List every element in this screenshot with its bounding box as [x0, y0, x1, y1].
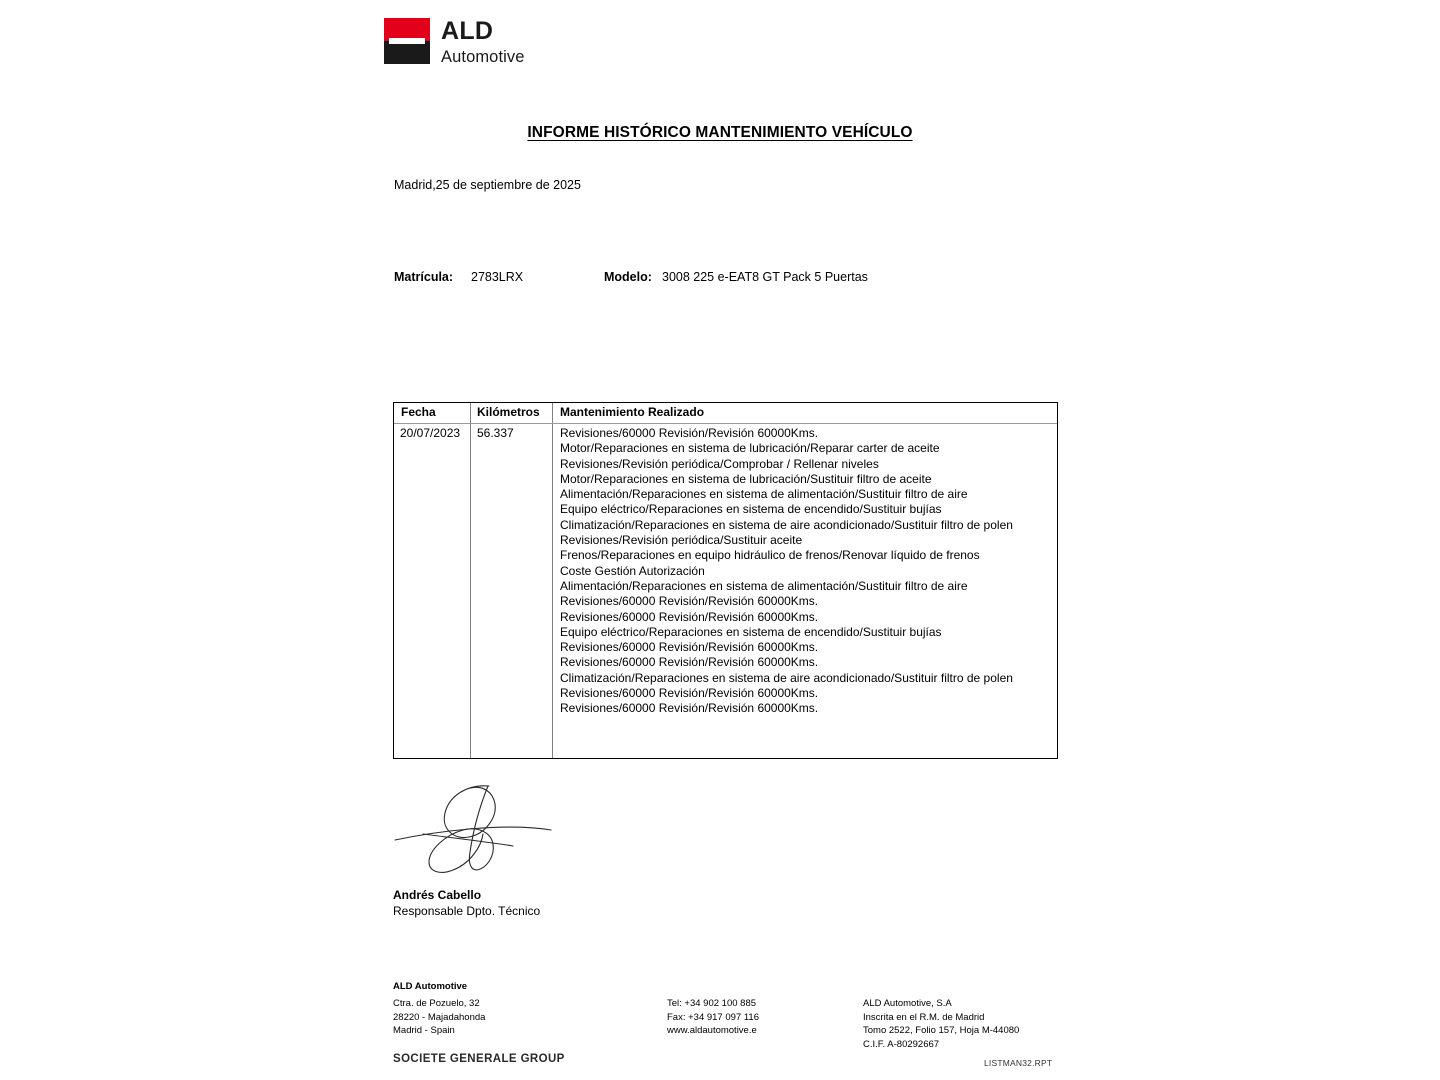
plate-label: Matrícula: — [394, 270, 454, 284]
maintenance-line: Revisiones/60000 Revisión/Revisión 60000Kms. — [560, 701, 819, 716]
logo-white-bar — [389, 38, 425, 44]
maintenance-line: Revisiones/60000 Revisión/Revisión 60000Kms. — [560, 609, 819, 624]
maintenance-line: Climatización/Reparaciones en sistema de aire acondicionado/Sustituir filtro de polen — [560, 517, 1013, 532]
footer-address-line: Madrid - Spain — [393, 1025, 455, 1037]
footer-contact — [667, 997, 759, 1038]
document-date: Madrid,25 de septiembre de 2025 — [394, 178, 581, 192]
maintenance-line: Motor/Reparaciones en sistema de lubricación/Sustituir filtro de aceite — [560, 471, 932, 486]
footer-address — [393, 997, 485, 1038]
signature-image — [393, 780, 553, 880]
footer-contact-line: Tel: +34 902 100 885 — [667, 998, 757, 1009]
ald-logo-wordmark — [441, 18, 525, 66]
maintenance-line: Alimentación/Reparaciones en sistema de alimentación/Sustituir filtro de aire — [560, 578, 968, 593]
model-value: 3008 225 e-EAT8 GT Pack 5 Puertas — [662, 270, 868, 284]
maintenance-table — [393, 402, 1058, 759]
footer-contact-line: Fax: +34 917 097 116 — [667, 1011, 759, 1023]
footer-legal-line: C.I.F. A-80292667 — [863, 1039, 940, 1051]
footer-legal-line: Tomo 2522, Folio 157, Hoja M-44080 — [863, 1025, 1020, 1037]
footer-group-name: SOCIETE GENERALE GROUP — [393, 1053, 565, 1065]
footer-legal-line: Inscrita en el R.M. de Madrid — [863, 1011, 985, 1023]
table-column-divider-2 — [552, 403, 553, 758]
ald-logo — [384, 18, 525, 66]
footer-legal-line: ALD Automotive, S.A — [863, 998, 952, 1009]
maintenance-line: Equipo eléctrico/Reparaciones en sistema de encendido/Sustituir bujías — [560, 624, 942, 639]
table-column-divider-1 — [470, 403, 471, 758]
handwritten-signature-icon — [393, 780, 553, 880]
table-header-fecha: Fecha — [401, 405, 436, 419]
maintenance-line: Revisiones/Revisión periódica/Comprobar / Rellenar niveles — [560, 456, 879, 471]
logo-lower-half — [384, 41, 430, 64]
maintenance-line: Climatización/Reparaciones en sistema de aire acondicionado/Sustituir filtro de polen — [560, 670, 1013, 685]
logo-text-ald: ALD — [441, 17, 494, 45]
maintenance-line: Revisiones/Revisión periódica/Sustituir aceite — [560, 533, 803, 548]
maintenance-line: Alimentación/Reparaciones en sistema de alimentación/Sustituir filtro de aire — [560, 487, 968, 502]
page-title-text: INFORME HISTÓRICO MANTENIMIENTO VEHÍCULO — [527, 124, 913, 141]
table-header-mantenimiento: Mantenimiento Realizado — [560, 405, 705, 419]
page-title — [0, 124, 1440, 142]
logo-text-automotive: Automotive — [441, 48, 525, 66]
signer-role: Responsable Dpto. Técnico — [393, 904, 541, 918]
ald-logo-mark-icon — [384, 18, 430, 64]
table-cell-kilometros: 56.337 — [477, 426, 514, 440]
maintenance-line: Revisiones/60000 Revisión/Revisión 60000Kms. — [560, 655, 819, 670]
maintenance-line: Motor/Reparaciones en sistema de lubricación/Reparar carter de aceite — [560, 441, 940, 456]
table-header-rule — [394, 423, 1057, 424]
footer-contact-line: www.aldautomotive.e — [667, 1025, 757, 1037]
maintenance-line: Coste Gestión Autorización — [560, 563, 705, 578]
report-id: LISTMAN32.RPT — [984, 1058, 1053, 1068]
maintenance-line: Revisiones/60000 Revisión/Revisión 60000Kms. — [560, 686, 819, 701]
footer-legal — [863, 997, 1019, 1052]
signer-name: Andrés Cabello — [393, 888, 482, 902]
maintenance-line: Equipo eléctrico/Reparaciones en sistema de encendido/Sustituir bujías — [560, 502, 942, 517]
footer-address-line: 28220 - Majadahonda — [393, 1011, 486, 1023]
table-cell-fecha: 20/07/2023 — [400, 426, 461, 440]
table-cell-mantenimiento — [560, 426, 1051, 717]
footer-company-name: ALD Automotive — [393, 981, 468, 992]
maintenance-line: Revisiones/60000 Revisión/Revisión 60000Kms. — [560, 426, 819, 440]
maintenance-line: Frenos/Reparaciones en equipo hidráulico de frenos/Renovar líquido de frenos — [560, 548, 980, 563]
table-header-kilometros: Kilómetros — [477, 405, 540, 419]
model-label: Modelo: — [604, 270, 652, 284]
maintenance-line: Revisiones/60000 Revisión/Revisión 60000Kms. — [560, 640, 819, 655]
plate-value: 2783LRX — [471, 270, 524, 284]
maintenance-line: Revisiones/60000 Revisión/Revisión 60000Kms. — [560, 594, 819, 609]
footer-address-line: Ctra. de Pozuelo, 32 — [393, 998, 480, 1009]
